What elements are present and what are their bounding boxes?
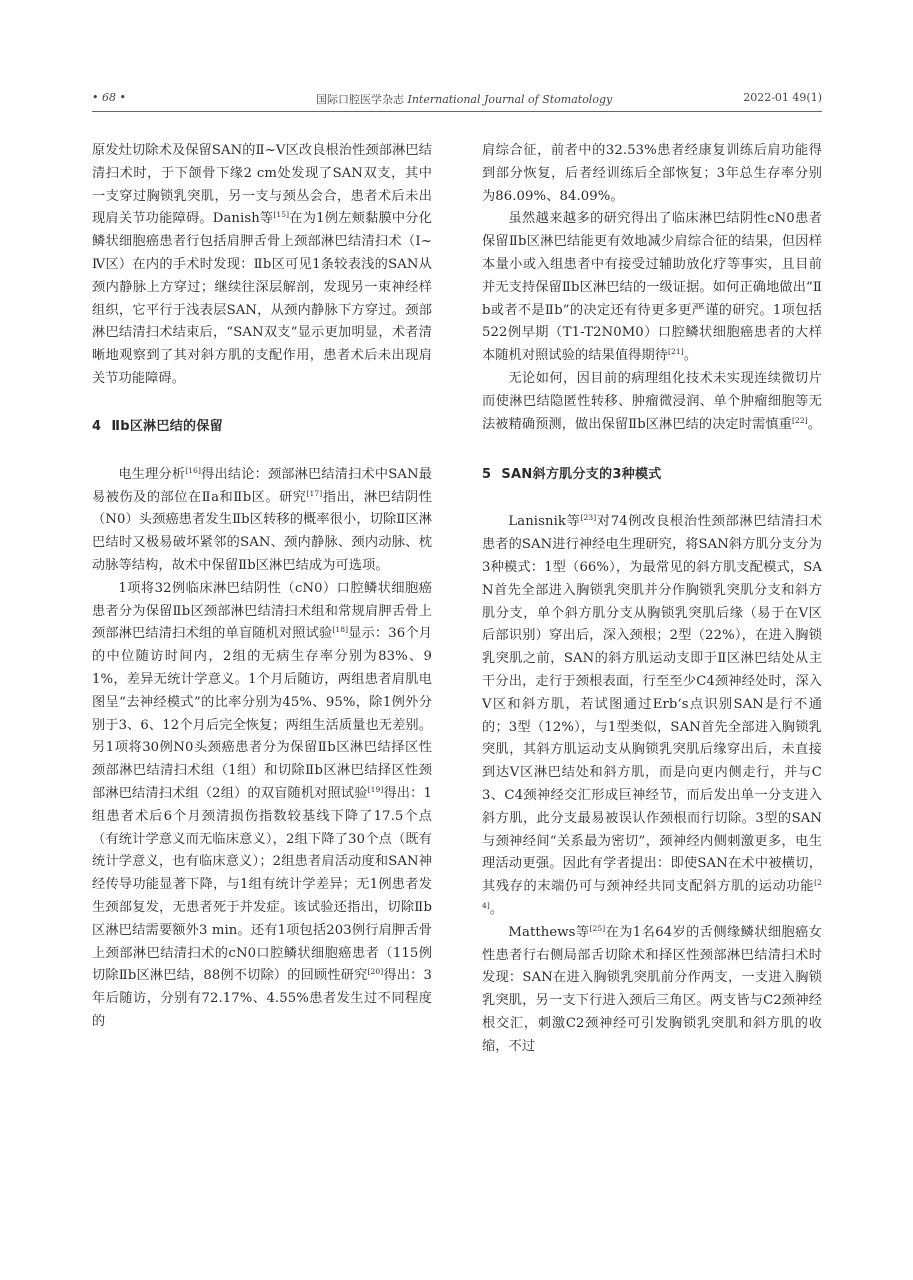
text-run: 。 [489,901,504,917]
text-run: Lanisnik等 [508,514,581,530]
running-header [92,91,822,111]
citation: [17] [306,488,323,498]
text-run: 。 [683,348,698,364]
journal-title-cn: 国际口腔医学杂志 [316,93,408,106]
paragraph [482,511,822,921]
issue-info: 2022-01 49(1) [743,91,822,104]
text-run: 在为1例左颊黏膜中分化鳞状细胞癌患者行包括肩胛舌骨上颈部淋巴结清扫术（Ⅰ~Ⅳ区）在内的手术时发现：Ⅱb区可见1条较表浅的SAN从颈内静脉上方穿过；继续往深层解剖，发现另一束神经样组织，它平行于浅表层SAN，从颈内静脉下方穿过。颈部淋巴结清扫术结束后，“SAN双支”显示更加明显，术者清晰地观察到了其对斜方肌的支配作用，患者术后未出现肩关节功能障碍。 [92,211,432,386]
citation: [23] [580,513,597,523]
text-run: 得出结论：颈部淋巴结清扫术中SAN最易被伤及的部位在Ⅱa和Ⅱb区。研究 [92,466,433,505]
paragraph [92,140,432,391]
paragraph [92,464,432,578]
text-run: 得出：3年后随访，分别有72.17%、4.55%患者发生过不同程度的 [92,968,432,1029]
paragraph [482,208,822,368]
left-column [92,140,432,1034]
page-number: • 68 • [92,91,126,104]
citation: [18] [332,625,349,635]
text-run: 原发灶切除术及保留SAN的Ⅱ~Ⅴ区改良根治性颈部淋巴结清扫术时，于下颌骨下缘2 cm处发现了SAN双支，其中一支穿过胸锁乳突肌，另一支与颈丛会合，患者术后未出现肩关节功能障碍。Danish等 [92,143,432,227]
journal-title [316,91,612,107]
section-number: 5 [482,467,492,483]
text-run: 电生理分析 [118,466,186,482]
text-run: 1项将32例临床淋巴结阴性（cN0）口腔鳞状细胞癌患者分为保留Ⅱb区颈部淋巴结清扫术组和常规肩胛舌骨上颈部淋巴结清扫术组的单盲随机对照试验 [92,580,432,642]
text-run: 显示：36个月的中位随访时间内，2组的无病生存率分别为83%、91%，差异无统计学意义。1个月后随访，两组患者肩肌电图呈“去神经模式”的比率分别为45%、95%，除1例外分别于3、6、12个月后完全恢复；两组生活质量也无差别。另1项将30例N0头颈癌患者分为保留Ⅱb区淋巴结择区性颈部淋巴结清扫术组（1组）和切除Ⅱb区淋巴结择区性颈部淋巴结清扫术组（2组）的双盲随机对照试验 [92,626,432,801]
citation: [15] [273,210,290,220]
citation: [25] [589,923,606,933]
text-run: 肩综合征，前者中的32.53%患者经康复训练后肩功能得到部分恢复，后者经训练后全部恢复；3年总生存率分别为86.09%、84.09%。 [482,143,822,204]
section-title: SAN斜方肌分支的3种模式 [501,467,662,483]
text-run: Matthews等 [508,924,590,940]
paragraph [92,578,432,1034]
header-rule [92,111,822,112]
text-run: 在为1名64岁的舌侧缘鳞状细胞癌女性患者行右侧局部舌切除术和择区性颈部淋巴结清扫术时发现：SAN在进入胸锁乳突肌前分作两支，一支进入胸锁乳突肌，另一支下行进入颈后三角区。两支皆与C2颈神经根交汇，刺激C2颈神经可引发胸锁乳突肌和斜方肌的收缩，不过 [482,924,822,1054]
citation: [16] [185,465,202,475]
citation: [24] [482,878,822,910]
text-run: 虽然越来越多的研究得出了临床淋巴结阴性cN0患者保留Ⅱb区淋巴结能更有效地减少肩综合征的结果，但因样本量小或入组患者中有接受过辅助放化疗等事实，且目前并无支持保留Ⅱb区淋巴结的一级证据。如何正确地做出“Ⅱb或者不是Ⅱb”的决定还有待更多更严谨的研究。1项包括522例早期（T1-T2N0M0）口腔鳞状细胞癌患者的大样本随机对照试验的结果值得期待 [482,211,822,364]
section-heading [482,464,822,486]
citation: [22] [791,415,808,425]
paragraph [482,922,822,1059]
paragraph [482,140,822,208]
text-run: 无论如何，因目前的病理组化技术未实现连续微切片而使淋巴结隐匿性转移、肿瘤微浸润、单个肿瘤细胞等无法被精确预测，做出保留Ⅱb区淋巴结的决定时需慎重 [482,370,822,432]
text-run: 指出，淋巴结阴性（N0）头颈癌患者发生Ⅱb区转移的概率很小，切除Ⅱ区淋巴结时又极易破坏紧邻的SAN、颈内静脉、颈内动脉、枕动脉等结构，故术中保留Ⅱb区淋巴结成为可选项。 [92,489,432,573]
citation: [21] [668,347,684,357]
right-column [482,140,822,1058]
section-number: 4 [92,418,102,434]
section-title: Ⅱb区淋巴结的保留 [111,418,223,434]
citation: [19] [367,784,384,794]
text-run: 对74例改良根治性颈部淋巴结清扫术患者的SAN进行神经电生理研究，将SAN斜方肌分支分为3种模式：1型（66%），为最常见的斜方肌支配模式，SAN首先全部进入胸锁乳突肌并分作胸锁乳突肌分支和斜方肌分支，单个斜方肌分支从胸锁乳突肌后缘（易于在Ⅴ区后部识别）穿出后，深入颈根；2型（22%），在进入胸锁乳突肌之前，SAN的斜方肌运动支即于Ⅱ区淋巴结处从主干分出，走行于颈根表面，行至至少C4颈神经处时，深入Ⅴ区和斜方肌，若试图通过Erb’s点识别SAN是行不通的；3型（12%），与1型类似，SAN首先全部进入胸锁乳突肌，其斜方肌运动支从胸锁乳突肌后缘穿出后，未直接到达Ⅴ区淋巴结处和斜方肌，而是向更内侧走行，并与C3、C4颈神经交汇形成巨神经节，而后发出单一分支进入斜方肌，此分支最易被误认作颈根而行切除。3型的SAN与颈神经间“关系最为密切”，颈神经内侧刺激更多，电生理活动更强。因此有学者提出：即使SAN在术中被横切，其残存的末端仍可与颈神经共同支配斜方肌的运动功能 [482,514,823,895]
paragraph [482,368,822,436]
section-heading [92,416,432,438]
citation: [20] [367,967,384,977]
journal-title-en: International Journal of Stomatology [407,93,613,106]
text-run: 得出：1组患者术后6个月颈清损伤指数较基线下降了17.5个点（有统计学意义而无临床意义），2组下降了30个点（既有统计学意义，也有临床意义）；2组患者肩活动度和SAN神经传导功能显著下降，与1组有统计学差异；无1例患者发生颈部复发，无患者死于并发症。该试验还指出，切除Ⅱb区淋巴结需要额外3 min。还有1项包括203例行肩胛舌骨上颈部淋巴结清扫术的cN0口腔鳞状细胞癌患者（115例切除Ⅱb区淋巴结，88例不切除）的回顾性研究 [92,785,432,984]
text-run: 。 [807,416,822,432]
